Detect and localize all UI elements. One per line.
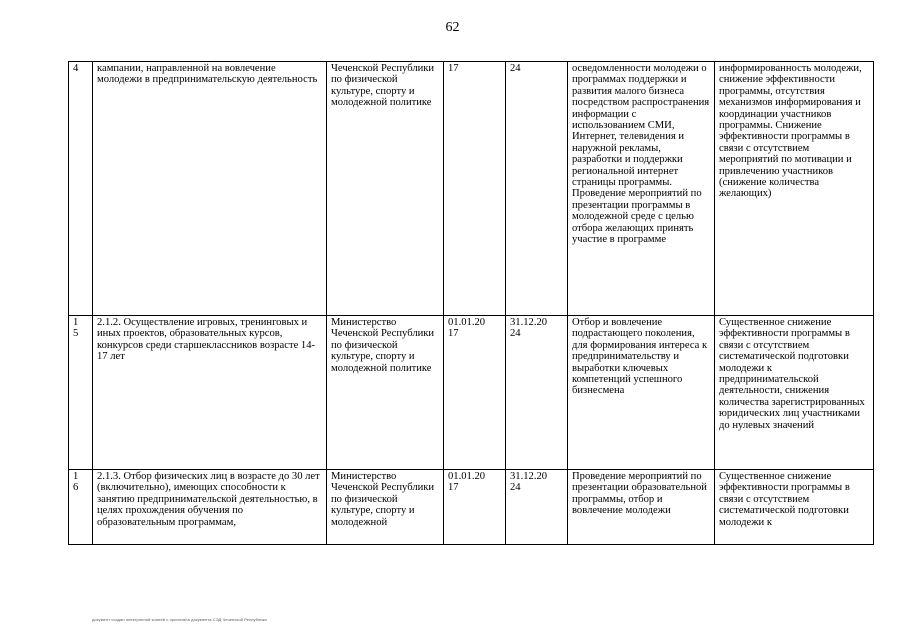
- row-number-cell: 1 6: [69, 470, 93, 545]
- start-date-cell: 01.01.20 17: [444, 470, 506, 545]
- table-row: [69, 316, 874, 470]
- executor-cell: Министерство Чеченской Республики по физической культуре, спорту и молодежной политике: [327, 316, 444, 470]
- start-date-cell: 01.01.20 17: [444, 316, 506, 470]
- program-activities-table: [68, 61, 874, 545]
- activity-name-cell: 2.1.2. Осуществление игровых, тренинговых и иных проектов, образовательных курсов, конкурсов среди старшеклассников возрасте 14-17 лет: [93, 316, 327, 470]
- end-date-cell: 31.12.20 24: [506, 470, 568, 545]
- executor-cell: Министерство Чеченской Республики по физической культуре, спорту и молодежной: [327, 470, 444, 545]
- page-number: 62: [445, 20, 460, 35]
- executor-cell: Чеченской Республики по физической культуре, спорту и молодежной политике: [327, 62, 444, 316]
- consequences-cell: информированность молодежи, снижение эффективности программы, отсутствия механизмов информирования и координации участников программы. Снижение эффективности программы в связи с отсутствием мероприятий по мотивации и привлечению участников (снижение количества желающих): [715, 62, 874, 316]
- table-row: [69, 62, 874, 316]
- table-row: [69, 470, 874, 545]
- row-number-cell: 4: [69, 62, 93, 316]
- consequences-cell: Существенное снижение эффективности программы в связи с отсутствием систематической подготовки молодежи к: [715, 470, 874, 545]
- consequences-cell: Существенное снижение эффективности программы в связи с отсутствием систематической подготовки молодежи к предпринимательской деятельности, снижения количества зарегистрированных юридических лиц участниками до нулевых значений: [715, 316, 874, 470]
- expected-result-cell: осведомленности молодежи о программах поддержки и развития малого бизнеса посредством распространения информации с использованием СМИ, Интернет, телевидения и наружной рекламы, разработки и поддержки региональной интернет страницы программы. Проведение мероприятий по презентации программы в молодежной среде с целью отбора желающих принять участие в программе: [568, 62, 715, 316]
- activity-name-cell: кампании, направленной на вовлечение молодежи в предпринимательскую деятельность: [93, 62, 327, 316]
- expected-result-cell: Отбор и вовлечение подрастающего поколения, для формирования интереса к предпринимательству и выработки ключевых компетенций успешного бизнесмена: [568, 316, 715, 470]
- activity-name-cell: 2.1.3. Отбор физических лиц в возрасте до 30 лет (включительно), имеющих способности к занятию предпринимательской деятельностью, в целях прохождения обучения по образовательным программам,: [93, 470, 327, 545]
- end-date-cell: 24: [506, 62, 568, 316]
- start-date-cell: 17: [444, 62, 506, 316]
- expected-result-cell: Проведение мероприятий по презентации образовательной программы, отбор и вовлечение молодежи: [568, 470, 715, 545]
- end-date-cell: 31.12.20 24: [506, 316, 568, 470]
- footer-note: документ создан электронной копией с оригинала документа СЭД Чеченской Республики: [92, 617, 267, 622]
- row-number-cell: 1 5: [69, 316, 93, 470]
